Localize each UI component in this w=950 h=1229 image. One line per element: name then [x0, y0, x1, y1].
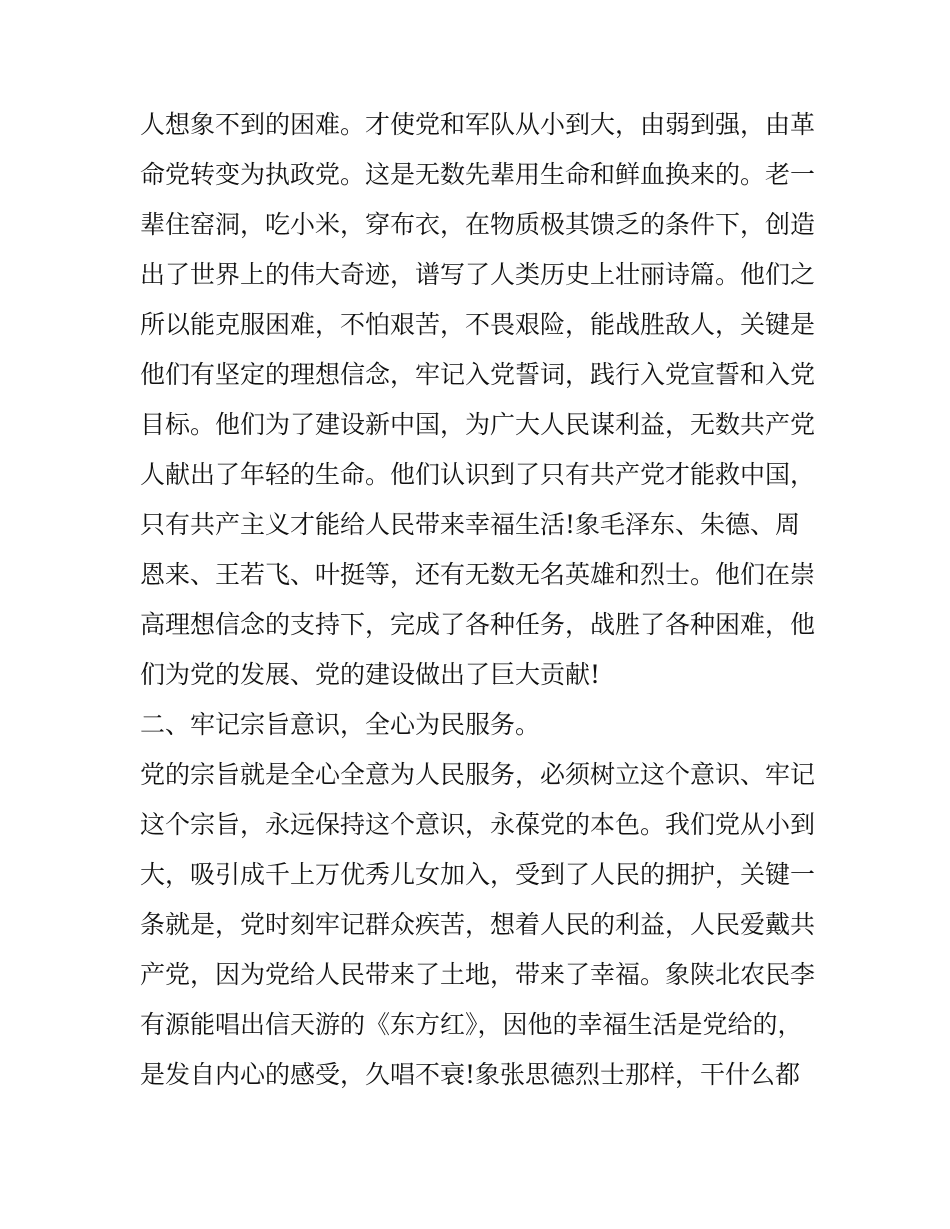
text-line: 们为党的发展、党的建设做出了巨大贡献! [140, 660, 601, 689]
text-line: 是发自内心的感受，久唱不衰!象张思德烈士那样，干什么都 [140, 1060, 801, 1089]
text-line: 恩来、王若飞、叶挺等，还有无数无名英雄和烈士。他们在崇 [140, 560, 816, 589]
section-heading: 二、牢记宗旨意识，全心为民服务。 [140, 710, 541, 739]
text-line: 人献出了年轻的生命。他们认识到了只有共产党才能救中国， [140, 460, 816, 489]
text-line: 只有共产主义才能给人民带来幸福生活!象毛泽东、朱德、周 [140, 510, 801, 539]
text-line: 命党转变为执政党。这是无数先辈用生命和鲜血换来的。老一 [140, 160, 816, 189]
text-line: 辈住窑洞，吃小米，穿布衣，在物质极其馈乏的条件下，创造 [140, 210, 816, 239]
text-line: 这个宗旨，永远保持这个意识，永葆党的本色。我们党从小到 [140, 810, 816, 839]
text-line: 高理想信念的支持下，完成了各种任务，战胜了各种困难，他 [140, 610, 816, 639]
text-line: 条就是，党时刻牢记群众疾苦，想着人民的利益，人民爱戴共 [140, 910, 816, 939]
text-line: 党的宗旨就是全心全意为人民服务，必须树立这个意识、牢记 [140, 760, 816, 789]
text-line: 出了世界上的伟大奇迹，谱写了人类历史上壮丽诗篇。他们之 [140, 260, 816, 289]
text-line: 产党，因为党给人民带来了土地，带来了幸福。象陕北农民李 [140, 960, 816, 989]
text-line: 大，吸引成千上万优秀儿女加入，受到了人民的拥护，关键一 [140, 860, 816, 889]
text-line: 所以能克服困难，不怕艰苦，不畏艰险，能战胜敌人，关键是 [140, 310, 816, 339]
text-line: 他们有坚定的理想信念，牢记入党誓词，践行入党宣誓和入党 [140, 360, 816, 389]
text-line: 人想象不到的困难。才使党和军队从小到大，由弱到强，由革 [140, 110, 816, 139]
document-body [140, 100, 820, 1100]
text-line: 目标。他们为了建设新中国，为广大人民谋利益，无数共产党 [140, 410, 816, 439]
text-line: 有源能唱出信天游的《东方红》，因他的幸福生活是党给的， [140, 1010, 803, 1039]
